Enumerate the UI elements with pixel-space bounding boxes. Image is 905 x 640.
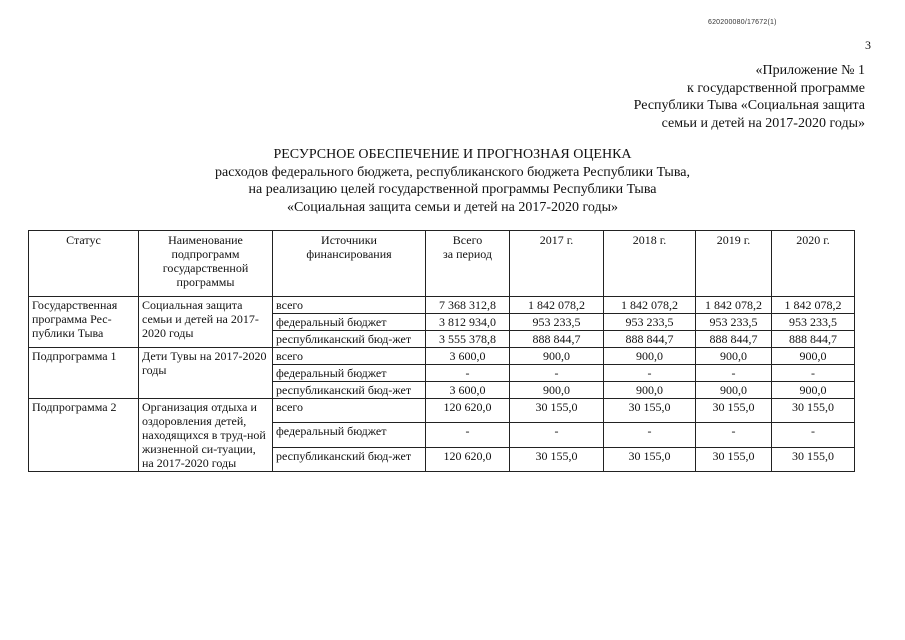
header-name-line: подпрограмм: [171, 247, 240, 261]
total-cell: -: [426, 423, 510, 447]
value-2018-cell: 900,0: [604, 348, 696, 365]
heading-title: РЕСУРСНОЕ ОБЕСПЕЧЕНИЕ И ПРОГНОЗНАЯ ОЦЕНКА: [273, 147, 632, 162]
value-2019-cell: 900,0: [696, 348, 772, 365]
document-heading: [40, 146, 865, 216]
value-2019-cell: 30 155,0: [696, 399, 772, 423]
value-2020-cell: 900,0: [772, 382, 855, 399]
funding-source-cell: республиканский бюд-жет: [273, 382, 426, 399]
total-cell: 3 600,0: [426, 382, 510, 399]
table-body: [29, 297, 855, 472]
value-2018-cell: 1 842 078,2: [604, 297, 696, 314]
funding-source-cell: всего: [273, 399, 426, 423]
funding-source-cell: республиканский бюд-жет: [273, 447, 426, 471]
value-2020-cell: 30 155,0: [772, 399, 855, 423]
value-2020-cell: 1 842 078,2: [772, 297, 855, 314]
value-2018-cell: 953 233,5: [604, 314, 696, 331]
value-2017-cell: 888 844,7: [510, 331, 604, 348]
heading-line: расходов федерального бюджета, республиканского бюджета Республики Тыва,: [215, 164, 690, 180]
header-status: Статус: [29, 231, 139, 297]
value-2019-cell: -: [696, 365, 772, 382]
header-name: [139, 231, 273, 297]
total-cell: 3 600,0: [426, 348, 510, 365]
funding-source-cell: республиканский бюд-жет: [273, 331, 426, 348]
value-2018-cell: -: [604, 423, 696, 447]
table-row: [29, 348, 855, 365]
status-cell: Подпрограмма 2: [29, 399, 139, 472]
page-number: 3: [865, 38, 871, 52]
document-code: 620200080/17672(1): [708, 19, 777, 26]
value-2020-cell: 900,0: [772, 348, 855, 365]
header-source-line: финансирования: [306, 247, 392, 261]
status-cell: Государственная программа Рес-публики Тыва: [29, 297, 139, 348]
value-2019-cell: 1 842 078,2: [696, 297, 772, 314]
total-cell: 3 812 934,0: [426, 314, 510, 331]
value-2019-cell: 888 844,7: [696, 331, 772, 348]
header-total-line: Всего: [452, 233, 483, 247]
program-name-cell: Социальная защита семьи и детей на 2017-2020 годы: [139, 297, 273, 348]
value-2020-cell: -: [772, 423, 855, 447]
value-2017-cell: 900,0: [510, 348, 604, 365]
table-header-row: [29, 231, 855, 297]
table-row: [29, 297, 855, 314]
funding-source-cell: всего: [273, 297, 426, 314]
value-2020-cell: -: [772, 365, 855, 382]
total-cell: -: [426, 365, 510, 382]
header-total-line: за период: [443, 247, 492, 261]
funding-source-cell: федеральный бюджет: [273, 314, 426, 331]
total-cell: 3 555 378,8: [426, 331, 510, 348]
total-cell: 7 368 312,8: [426, 297, 510, 314]
header-name-line: программы: [176, 275, 235, 289]
funding-source-cell: всего: [273, 348, 426, 365]
header-name-line: Наименование: [168, 233, 243, 247]
appendix-block: [545, 62, 865, 132]
value-2019-cell: 953 233,5: [696, 314, 772, 331]
header-2017: 2017 г.: [510, 231, 604, 297]
value-2020-cell: 953 233,5: [772, 314, 855, 331]
heading-line: «Социальная защита семьи и детей на 2017-2020 годы»: [286, 199, 619, 215]
value-2018-cell: -: [604, 365, 696, 382]
value-2019-cell: 30 155,0: [696, 447, 772, 471]
value-2017-cell: -: [510, 365, 604, 382]
header-2019: 2019 г.: [696, 231, 772, 297]
value-2018-cell: 30 155,0: [604, 399, 696, 423]
value-2017-cell: 900,0: [510, 382, 604, 399]
value-2020-cell: 30 155,0: [772, 447, 855, 471]
value-2018-cell: 888 844,7: [604, 331, 696, 348]
header-2018: 2018 г.: [604, 231, 696, 297]
header-source-line: Источники: [321, 233, 377, 247]
total-cell: 120 620,0: [426, 399, 510, 423]
value-2017-cell: 30 155,0: [510, 399, 604, 423]
program-name-cell: Дети Тувы на 2017-2020 годы: [139, 348, 273, 399]
appendix-line: «Приложение № 1: [755, 63, 865, 78]
heading-line: на реализацию целей государственной программы Республики Тыва: [248, 182, 657, 197]
total-cell: 120 620,0: [426, 447, 510, 471]
header-2020: 2020 г.: [772, 231, 855, 297]
header-total: [426, 231, 510, 297]
header-name-line: государственной: [162, 261, 249, 275]
table-row: [29, 399, 855, 423]
value-2017-cell: -: [510, 423, 604, 447]
value-2019-cell: -: [696, 423, 772, 447]
value-2017-cell: 30 155,0: [510, 447, 604, 471]
value-2018-cell: 30 155,0: [604, 447, 696, 471]
resource-table: [28, 230, 855, 472]
status-cell: Подпрограмма 1: [29, 348, 139, 399]
appendix-line: Республики Тыва «Социальная защита: [633, 98, 865, 114]
program-name-cell: Организация отдыха и оздоровления детей, находящихся в труд-ной жизненной си-туации, на 2017-2020 годы: [139, 399, 273, 472]
value-2020-cell: 888 844,7: [772, 331, 855, 348]
appendix-line: семьи и детей на 2017-2020 годы»: [661, 115, 865, 131]
value-2017-cell: 1 842 078,2: [510, 297, 604, 314]
value-2019-cell: 900,0: [696, 382, 772, 399]
funding-source-cell: федеральный бюджет: [273, 423, 426, 447]
appendix-line: к государственной программе: [687, 80, 865, 96]
funding-source-cell: федеральный бюджет: [273, 365, 426, 382]
value-2018-cell: 900,0: [604, 382, 696, 399]
value-2017-cell: 953 233,5: [510, 314, 604, 331]
header-source: [273, 231, 426, 297]
